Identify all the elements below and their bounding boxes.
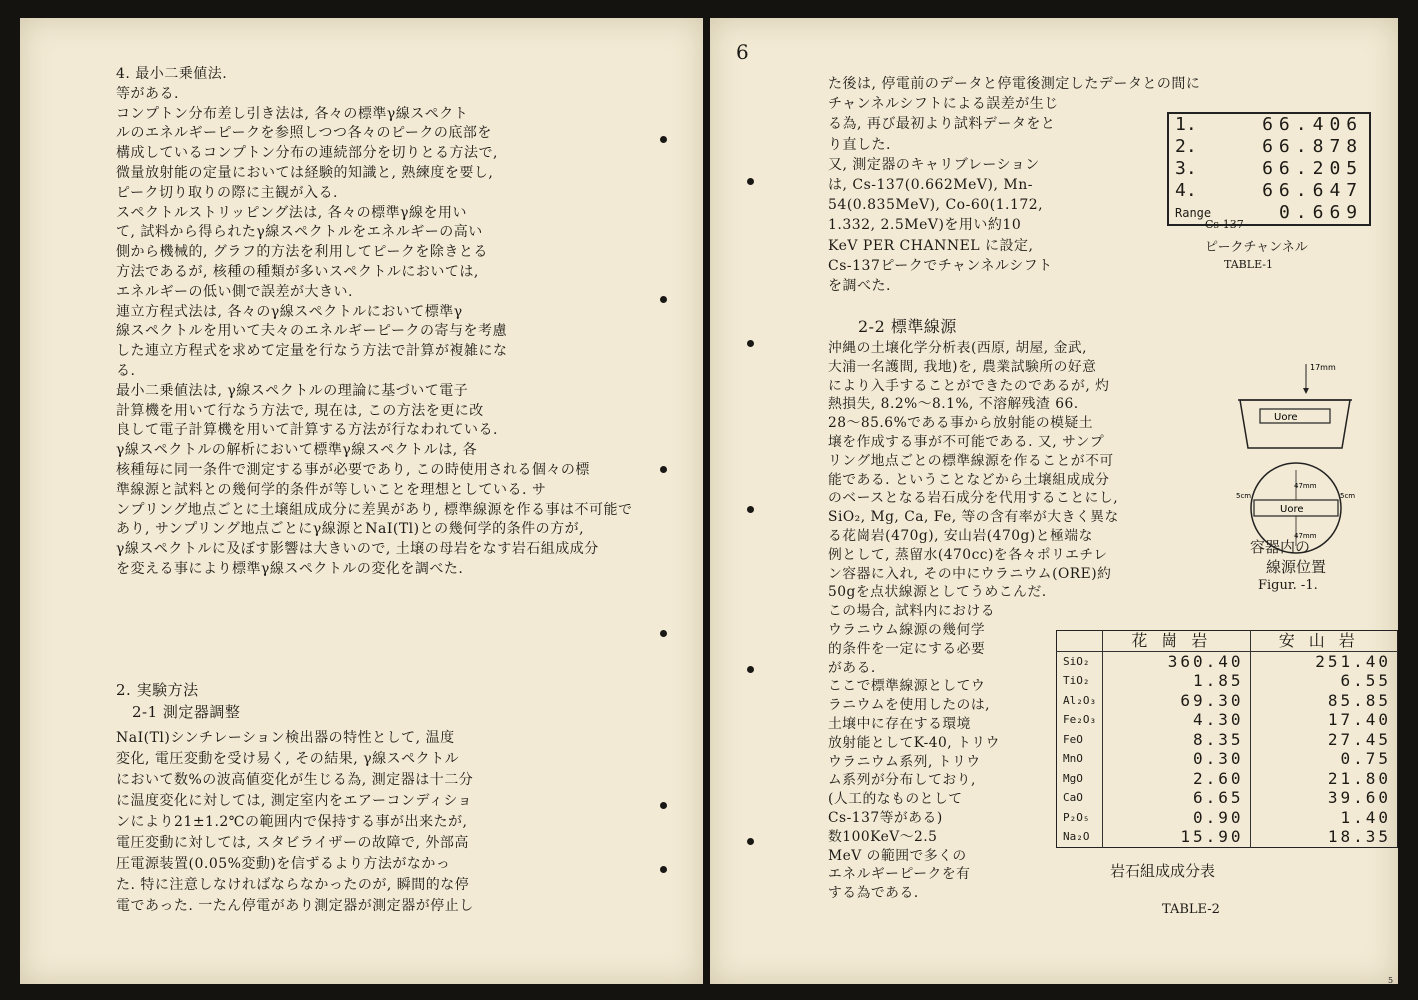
fig1-dim-top: 17mm [1310, 363, 1336, 372]
text-line: 核種毎に同一条件で測定する事が必要であり, この時使用される個々の標 [116, 462, 590, 478]
table1-row-value: 66.647 [1262, 180, 1364, 201]
table-row [1057, 788, 1398, 808]
text-line: KeV PER CHANNEL に設定, [828, 237, 1034, 254]
table1-row-value: 66.205 [1262, 158, 1364, 179]
text-line: 圧電源装置(0.05%変動)を信ずるより方法がなかっ [116, 856, 451, 872]
table2-caption: 岩石組成成分表 [1110, 862, 1216, 880]
table2-oxide: P₂O₅ [1063, 810, 1090, 824]
text-line: 良して電子計算機を用いて計算する方法が行なわれている. [116, 422, 498, 439]
binder-hole [747, 340, 754, 347]
text-line: 電であった. 一たん停電があり測定器が測定器が停止し [116, 898, 474, 914]
table2-granite-value: 0.30 [1103, 749, 1250, 769]
text-line: した連立方程式を求めて定量を行なう方法で計算が複雑にな [116, 343, 508, 360]
binder-hole [660, 630, 667, 637]
text-line: た後は, 停電前のデータと停電後測定したデータとの間に [828, 76, 1201, 92]
text-line: SiO₂, Mg, Ca, Fe, 等の含有率が大きく異な [828, 509, 1119, 526]
text-line: 4. 最小二乗値法. [116, 66, 228, 82]
fig1-dim-47b: 47mm [1294, 532, 1317, 540]
text-line: た. 特に注意しなければならなかったのが, 瞬間的な停 [116, 877, 470, 893]
text-line: 沖縄の土壌化学分析表(西原, 胡屋, 金武, [828, 340, 1088, 356]
text-line: のベースとなる岩石成分を代用することにし, [828, 490, 1119, 507]
table1-row-label: 3. [1175, 158, 1197, 179]
section-2-title: 2. 実験方法 [116, 681, 199, 699]
page-number: 6 [736, 40, 750, 64]
figure1-caption-1: 容器内の [1250, 538, 1311, 556]
text-line: MeV の範囲で多くの [828, 847, 967, 864]
text-line: ウラニウム線源の幾何学 [828, 622, 986, 638]
table2-label: TABLE-2 [1162, 902, 1220, 917]
table2-andesite-value: 21.80 [1250, 769, 1397, 789]
figure-1-diagram [1232, 360, 1358, 560]
text-line: 方法であるが, 核種の種類が多いスペクトルにおいては, [116, 264, 479, 280]
text-line: (人工的なものとして [828, 791, 963, 808]
table-2 [1056, 630, 1398, 848]
table2-granite-value: 4.30 [1103, 710, 1250, 730]
text-line: において数%の波高値変化が生じる為, 測定器は十二分 [116, 772, 474, 788]
text-line: ンプリング地点ごとに土壌組成成分に差異があり, 標準線源を作る事は不可能で [116, 501, 633, 518]
table1-row-value: 66.878 [1262, 136, 1364, 157]
table2-oxide: MnO [1063, 752, 1083, 765]
text-line: 連立方程式法は, 各々のγ線スペクトルにおいて標準γ [116, 303, 463, 320]
text-line: 数100KeV〜2.5 [828, 828, 938, 845]
table-row [1168, 180, 1370, 202]
text-line: 54(0.835MeV), Co-60(1.172, [828, 197, 1044, 214]
table2-granite-value: 2.60 [1103, 769, 1250, 789]
table-row [1168, 113, 1370, 136]
fig1-uore-side: Uore [1274, 412, 1298, 423]
binder-hole [747, 666, 754, 673]
text-line: がある. [828, 659, 876, 676]
text-line: ム系列が分布しており, [828, 772, 976, 789]
binder-hole [660, 296, 667, 303]
text-line: 構成しているコンプトン分布の連続部分を切りとる方法で, [116, 145, 498, 162]
text-line: Cs-137等がある) [828, 810, 943, 826]
text-line: 等がある. [116, 85, 179, 102]
text-line: γ線スペクトルに及ぼす影響は大きいので, 土壌の母岩をなす岩石組成成分 [116, 541, 599, 558]
table-row [1057, 691, 1398, 711]
binder-hole [660, 466, 667, 473]
text-line: を変える事により標準γ線スペクトルの変化を調べた. [116, 561, 464, 577]
table-row [1057, 710, 1398, 730]
fig1-dim-5a: 5cm [1236, 492, 1252, 500]
table2-oxide: FeO [1063, 732, 1083, 746]
text-line: る. [116, 363, 136, 379]
table2-granite-value: 15.90 [1103, 827, 1250, 847]
table2-granite-value: 6.65 [1103, 788, 1250, 808]
text-line: 的条件を一定にする必要 [828, 640, 986, 657]
table-row [1168, 136, 1370, 158]
table1-row-label: 1. [1175, 114, 1197, 135]
text-line: 準線源と試料との幾何学的条件が等しいことを理想としている. サ [116, 481, 547, 498]
table2-andesite-value: 6.55 [1250, 671, 1397, 691]
table2-andesite-value: 39.60 [1250, 788, 1397, 808]
table2-granite-value: 1.85 [1103, 671, 1250, 691]
text-line: る為, 再び最初より試料データをと [828, 116, 1056, 133]
table2-granite-value: 360.40 [1103, 651, 1250, 671]
corner-mark: 5 [1388, 976, 1394, 985]
table2-andesite-value: 251.40 [1250, 651, 1397, 671]
table-row [1057, 749, 1398, 769]
table-row [1057, 730, 1398, 750]
text-line: を調べた. [828, 278, 891, 294]
table-row [1057, 671, 1398, 691]
table2-andesite-value: 27.45 [1250, 730, 1397, 750]
table1-caption: ピークチャンネル [1205, 240, 1308, 255]
text-line: 例として, 蒸留水(470cc)を各々ポリエチレ [828, 546, 1108, 563]
table2-oxide: Fe₂O₃ [1063, 713, 1097, 726]
fig1-dim-5b: 5cm [1340, 492, 1356, 500]
text-line: リング地点ごとの標準線源を作ることが不可 [828, 452, 1114, 469]
table1-label: TABLE-1 [1224, 258, 1274, 271]
table-row [1168, 158, 1370, 180]
table2-oxide: SiO₂ [1063, 654, 1090, 668]
table2-oxide: MgO [1063, 771, 1083, 785]
text-line: 又, 測定器のキャリブレーション [828, 156, 1040, 173]
text-line: ンにより21±1.2℃の範囲内で保持する事が出来たが, [116, 814, 468, 830]
text-line: 土壌中に存在する環境 [828, 716, 971, 732]
section-2-2-title: 2-2 標準線源 [858, 317, 957, 336]
table-row [1057, 808, 1398, 828]
table2-oxide: CaO [1063, 791, 1083, 804]
right-page [710, 18, 1398, 984]
table2-oxide: Na₂O [1063, 830, 1090, 843]
binder-hole [747, 506, 754, 513]
text-line: 最小二乗値法は, γ線スペクトルの理論に基づいて電子 [116, 382, 469, 399]
text-line: 側から機械的, グラフ的方法を利用してピークを除きとる [116, 244, 488, 261]
text-line: する為である. [828, 885, 919, 902]
text-line: ここで標準線源としてウ [828, 678, 986, 695]
table2-granite-value: 8.35 [1103, 730, 1250, 750]
fig1-dim-47a: 47mm [1294, 482, 1317, 490]
binder-hole [660, 866, 667, 873]
section-2-1-title: 2-1 測定器調整 [132, 703, 241, 721]
table2-oxide: Al₂O₃ [1063, 693, 1097, 707]
text-line: ラニウムを使用したのは, [828, 697, 991, 714]
table-row [1168, 202, 1370, 225]
table2-granite-value: 0.90 [1103, 808, 1250, 828]
text-line: 放射能としてK-40, トリウ [828, 734, 1000, 751]
text-line: 微量放射能の定量においては経験的知識と, 熟練度を要し, [116, 165, 494, 181]
text-line: コンプトン分布差し引き法は, 各々の標準γ線スペクト [116, 105, 469, 122]
table-row [1057, 769, 1398, 789]
text-line: この場合, 試料内における [828, 603, 996, 620]
text-line: り直した. [828, 136, 891, 153]
text-line: は, Cs-137(0.662MeV), Mn- [828, 177, 1033, 193]
table2-header-granite: 花崗岩 [1103, 631, 1250, 652]
table1-row-label: Range [1175, 206, 1212, 220]
table2-andesite-value: 1.40 [1250, 808, 1397, 828]
text-line: により入手することができたのであるが, 灼 [828, 377, 1110, 394]
table2-granite-value: 69.30 [1103, 691, 1250, 711]
table-1 [1167, 112, 1371, 226]
table2-andesite-value: 0.75 [1250, 749, 1397, 769]
text-line: NaI(Tl)シンチレーション検出器の特性として, 温度 [116, 730, 455, 746]
figure1-label: Figur. -1. [1258, 578, 1318, 593]
text-line: スペクトルストリッピング法は, 各々の標準γ線を用い [116, 204, 468, 221]
table2-oxide: TiO₂ [1063, 674, 1090, 687]
table2-andesite-value: 17.40 [1250, 710, 1397, 730]
text-line: る花崗岩(470g), 安山岩(470g)と極端な [828, 528, 1093, 544]
text-line: ピーク切り取りの際に主観が入る. [116, 184, 338, 201]
text-line: 能である. ということなどから土壌組成成分 [828, 471, 1110, 488]
table2-andesite-value: 18.35 [1250, 827, 1397, 847]
text-line: ルのエネルギーピークを参照しつつ各々のピークの底部を [116, 125, 492, 142]
text-line: 50gを点状線源としてうめこんだ. [828, 584, 1047, 601]
table1-row-value: 0.669 [1278, 202, 1364, 223]
left-page [20, 18, 703, 984]
table1-row-label: 4. [1175, 180, 1197, 201]
text-line: 28〜85.6%である事から放射能の模疑土 [828, 415, 1094, 432]
text-line: γ線スペクトルの解析において標準γ線スペクトルは, 各 [116, 442, 478, 459]
text-line: 計算機を用いて行なう方法で, 現在は, この方法を更に改 [116, 402, 484, 419]
text-line: 壌を作成する事が不可能である. 又, サンプ [828, 434, 1105, 450]
text-line: に温度変化に対しては, 測定室内をエアーコンディショ [116, 793, 473, 809]
text-line: 線スペクトルを用いて夫々のエネルギーピークの寄与を考慮 [116, 323, 507, 340]
figure1-caption-2: 線源位置 [1266, 558, 1327, 576]
text-line: チャンネルシフトによる誤差が生じ [828, 96, 1059, 113]
table-row [1057, 651, 1398, 671]
text-line: 1.332, 2.5MeV)を用い約10 [828, 217, 1022, 234]
table1-row-value: 66.406 [1262, 114, 1364, 135]
text-line: Cs-137ピークでチャンネルシフト [828, 257, 1053, 274]
binder-hole [747, 838, 754, 845]
binder-hole [660, 802, 667, 809]
table-row [1057, 827, 1398, 847]
text-line: ウラニウム系列, トリウ [828, 753, 981, 770]
fig1-uore-top: Uore [1280, 504, 1304, 515]
text-line: 電圧変動に対しては, スタビライザーの故障で, 外部高 [116, 835, 469, 851]
text-line: て, 試料から得られたγ線スペクトルをエネルギーの高い [116, 224, 483, 241]
text-line: 変化, 電圧変動を受け易く, その結果, γ線スペクトル [116, 751, 460, 767]
text-line: 熱損失, 8.2%〜8.1%, 不溶解残渣 66. [828, 396, 1079, 413]
text-line: 大浦一名護間, 我地)を, 農業試験所の好意 [828, 358, 1097, 375]
table2-header-andesite: 安山岩 [1250, 631, 1397, 652]
binder-hole [747, 178, 754, 185]
text-line: ン容器に入れ, その中にウラニウム(ORE)約 [828, 565, 1112, 582]
binder-hole [660, 136, 667, 143]
table1-row-label: 2. [1175, 136, 1197, 157]
text-line: エネルギーピークを有 [828, 866, 971, 883]
table1-caption-isotope: Cs-137 [1205, 218, 1244, 231]
text-line: エネルギーの低い側で誤差が大きい. [116, 283, 353, 300]
text-line: あり, サンプリング地点ごとにγ線源とNaI(Tl)との幾何学的条件の方が, [116, 521, 585, 538]
table2-andesite-value: 85.85 [1250, 691, 1397, 711]
